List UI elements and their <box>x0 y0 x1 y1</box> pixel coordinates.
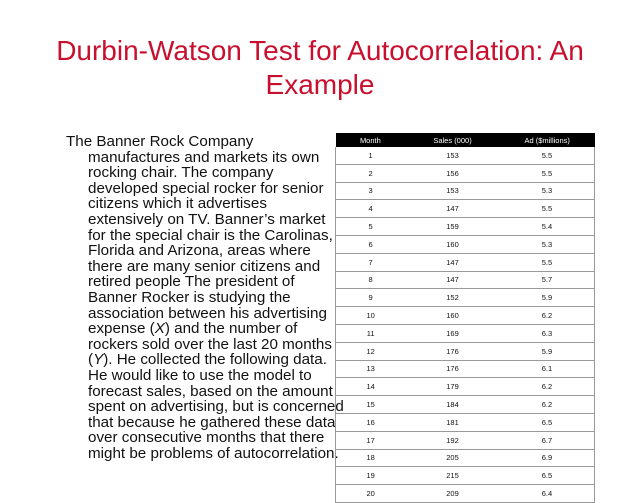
body-variable-y: Y <box>93 351 104 369</box>
cell-month: 3 <box>336 182 406 200</box>
cell-sales: 181 <box>405 413 500 431</box>
cell-month: 12 <box>336 342 406 360</box>
body-text-part-1: The Banner Rock Company manufactures and markets its own rocking chair. The company developed special rocker for senior citizens which it advertises extensively on TV. Banner’s market for the special chair is the Carolinas, Florida and Arizona, areas where there are many senior citizens and retired people The president of Banner Rocker is studying the association between his advertising expense ( <box>66 133 333 338</box>
cell-month: 19 <box>336 467 406 485</box>
table-row <box>336 253 595 271</box>
cell-month: 16 <box>336 413 406 431</box>
cell-month: 15 <box>336 396 406 414</box>
cell-ad: 6.4 <box>500 485 595 503</box>
cell-sales: 160 <box>405 307 500 325</box>
cell-month: 18 <box>336 449 406 467</box>
cell-month: 14 <box>336 378 406 396</box>
cell-month: 1 <box>336 147 406 164</box>
cell-sales: 215 <box>405 467 500 485</box>
cell-sales: 153 <box>405 147 500 164</box>
cell-sales: 147 <box>405 200 500 218</box>
table-header-row <box>336 133 595 147</box>
cell-month: 5 <box>336 218 406 236</box>
cell-ad: 6.9 <box>500 449 595 467</box>
cell-sales: 209 <box>405 485 500 503</box>
cell-ad: 6.5 <box>500 413 595 431</box>
table-row <box>336 289 595 307</box>
cell-sales: 156 <box>405 164 500 182</box>
slide-title-line-2: Example <box>265 69 375 100</box>
cell-sales: 160 <box>405 235 500 253</box>
cell-ad: 5.7 <box>500 271 595 289</box>
cell-month: 10 <box>336 307 406 325</box>
cell-month: 17 <box>336 431 406 449</box>
cell-sales: 147 <box>405 271 500 289</box>
slide-title <box>20 34 620 102</box>
cell-ad: 5.5 <box>500 164 595 182</box>
cell-ad: 6.3 <box>500 324 595 342</box>
cell-ad: 5.5 <box>500 147 595 164</box>
cell-sales: 184 <box>405 396 500 414</box>
header-sales: Sales (000) <box>405 133 500 147</box>
cell-month: 9 <box>336 289 406 307</box>
cell-sales: 147 <box>405 253 500 271</box>
cell-sales: 176 <box>405 360 500 378</box>
cell-ad: 5.9 <box>500 342 595 360</box>
cell-month: 13 <box>336 360 406 378</box>
cell-ad: 5.9 <box>500 289 595 307</box>
cell-sales: 179 <box>405 378 500 396</box>
cell-ad: 6.2 <box>500 307 595 325</box>
cell-sales: 176 <box>405 342 500 360</box>
table-row <box>336 147 595 164</box>
table-row <box>336 342 595 360</box>
table-row <box>336 485 595 503</box>
cell-ad: 6.5 <box>500 467 595 485</box>
cell-sales: 153 <box>405 182 500 200</box>
cell-month: 6 <box>336 235 406 253</box>
data-table <box>335 133 595 503</box>
header-month: Month <box>336 133 406 147</box>
cell-ad: 6.1 <box>500 360 595 378</box>
table-row <box>336 200 595 218</box>
table-row <box>336 235 595 253</box>
cell-ad: 5.5 <box>500 200 595 218</box>
table-row <box>336 218 595 236</box>
header-ad: Ad ($millions) <box>500 133 595 147</box>
table-row <box>336 307 595 325</box>
slide-body-text <box>66 134 346 461</box>
body-text-part-2: ) and the number of rockers sold over the last 20 months ( <box>88 320 332 369</box>
table-row <box>336 182 595 200</box>
cell-ad: 6.2 <box>500 396 595 414</box>
cell-ad: 6.2 <box>500 378 595 396</box>
cell-ad: 5.3 <box>500 235 595 253</box>
cell-sales: 152 <box>405 289 500 307</box>
body-variable-x: X <box>154 320 165 338</box>
cell-ad: 5.3 <box>500 182 595 200</box>
table-row <box>336 324 595 342</box>
cell-sales: 159 <box>405 218 500 236</box>
cell-ad: 5.4 <box>500 218 595 236</box>
table-row <box>336 378 595 396</box>
cell-ad: 6.7 <box>500 431 595 449</box>
table-row <box>336 360 595 378</box>
table-row <box>336 431 595 449</box>
cell-month: 2 <box>336 164 406 182</box>
cell-sales: 192 <box>405 431 500 449</box>
table-row <box>336 467 595 485</box>
table-row <box>336 164 595 182</box>
cell-ad: 5.5 <box>500 253 595 271</box>
cell-sales: 169 <box>405 324 500 342</box>
table-row <box>336 413 595 431</box>
cell-month: 4 <box>336 200 406 218</box>
slide-title-line-1: Durbin-Watson Test for Autocorrelation: An <box>56 35 584 66</box>
body-text-part-3: ). He collected the following data. He would like to use the model to forecast sales, based on the amount spent on advertising, but is concerned that because he gathered these data over consecutive months that there might be problems of autocorrelation. <box>88 351 344 462</box>
cell-sales: 205 <box>405 449 500 467</box>
table-row <box>336 271 595 289</box>
cell-month: 7 <box>336 253 406 271</box>
cell-month: 20 <box>336 485 406 503</box>
table-row <box>336 449 595 467</box>
cell-month: 8 <box>336 271 406 289</box>
table-row <box>336 396 595 414</box>
cell-month: 11 <box>336 324 406 342</box>
